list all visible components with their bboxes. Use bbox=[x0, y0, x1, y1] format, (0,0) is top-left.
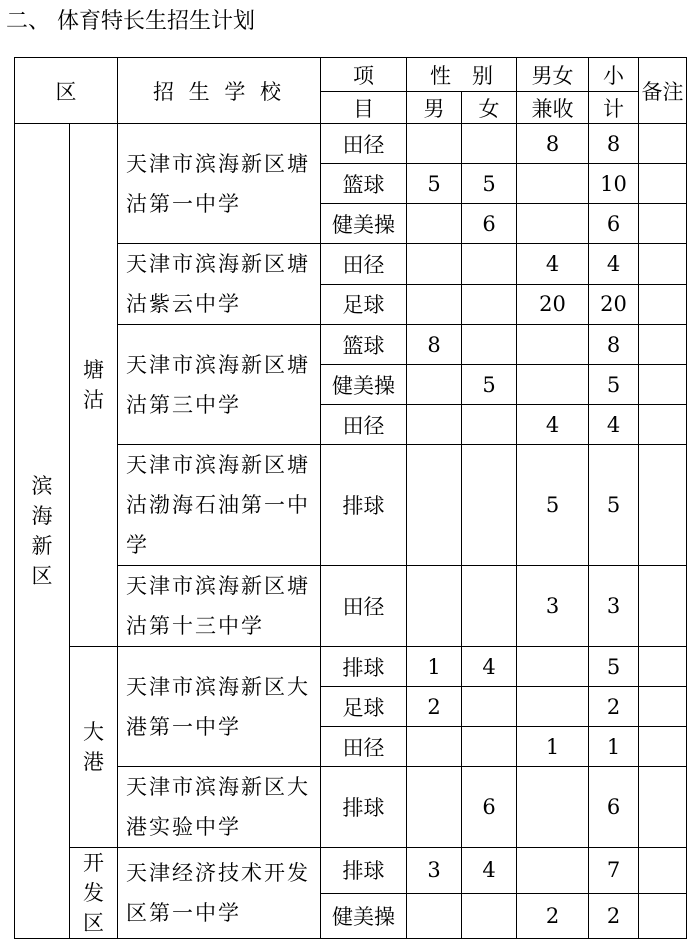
mixed-count bbox=[517, 164, 589, 204]
remarks-cell bbox=[639, 647, 687, 687]
school-name: 天津市滨海新区塘沽第十三中学 bbox=[118, 566, 321, 647]
mixed-count bbox=[517, 687, 589, 727]
remarks-cell bbox=[639, 365, 687, 405]
header-female: 女 bbox=[462, 92, 517, 124]
project-cell: 田径 bbox=[321, 124, 407, 164]
header-mixed-bottom: 兼收 bbox=[517, 92, 589, 124]
school-name: 天津市滨海新区塘沽第一中学 bbox=[118, 124, 321, 244]
remarks-cell bbox=[639, 405, 687, 445]
male-count bbox=[407, 365, 462, 405]
remarks-cell bbox=[639, 687, 687, 727]
male-count bbox=[407, 767, 462, 848]
subdistrict-cell bbox=[70, 124, 118, 647]
table-row bbox=[15, 848, 687, 894]
female-count: 5 bbox=[462, 365, 517, 405]
project-cell: 田径 bbox=[321, 566, 407, 647]
subtotal-count: 5 bbox=[589, 445, 639, 566]
header-project-bottom: 目 bbox=[321, 92, 407, 124]
remarks-cell bbox=[639, 848, 687, 894]
header-gender: 性 别 bbox=[407, 58, 517, 92]
header-project-top: 项 bbox=[321, 58, 407, 92]
female-count bbox=[462, 893, 517, 939]
header-male: 男 bbox=[407, 92, 462, 124]
school-name: 天津市滨海新区塘沽紫云中学 bbox=[118, 244, 321, 325]
subtotal-count: 8 bbox=[589, 124, 639, 164]
remarks-cell bbox=[639, 204, 687, 244]
mixed-count bbox=[517, 848, 589, 894]
section-heading: 二、 体育特长生招生计划 bbox=[6, 9, 255, 34]
mixed-count bbox=[517, 647, 589, 687]
subtotal-count: 2 bbox=[589, 893, 639, 939]
subdistrict-cell bbox=[70, 647, 118, 848]
project-cell: 田径 bbox=[321, 405, 407, 445]
project-cell: 排球 bbox=[321, 848, 407, 894]
school-name: 天津市滨海新区大港第一中学 bbox=[118, 647, 321, 767]
remarks-cell bbox=[639, 445, 687, 566]
female-count bbox=[462, 566, 517, 647]
mixed-count: 4 bbox=[517, 244, 589, 285]
male-count bbox=[407, 566, 462, 647]
male-count: 5 bbox=[407, 164, 462, 204]
subtotal-count: 2 bbox=[589, 687, 639, 727]
remarks-cell bbox=[639, 284, 687, 325]
school-name: 天津市滨海新区塘沽渤海石油第一中学 bbox=[118, 445, 321, 566]
male-count bbox=[407, 284, 462, 325]
table-row bbox=[15, 124, 687, 164]
female-count bbox=[462, 687, 517, 727]
remarks-cell bbox=[639, 325, 687, 365]
remarks-cell bbox=[639, 893, 687, 939]
project-cell: 健美操 bbox=[321, 204, 407, 244]
female-count bbox=[462, 284, 517, 325]
project-cell: 田径 bbox=[321, 244, 407, 285]
school-name: 天津市滨海新区塘沽第三中学 bbox=[118, 325, 321, 445]
project-cell: 足球 bbox=[321, 284, 407, 325]
district-name: 滨海新区 bbox=[31, 474, 53, 588]
female-count bbox=[462, 445, 517, 566]
subdistrict-cell bbox=[70, 848, 118, 939]
mixed-count bbox=[517, 204, 589, 244]
male-count bbox=[407, 445, 462, 566]
school-name: 天津市滨海新区大港实验中学 bbox=[118, 767, 321, 848]
mixed-count: 5 bbox=[517, 445, 589, 566]
female-count bbox=[462, 325, 517, 365]
subdistrict-name: 大港 bbox=[83, 720, 104, 774]
header-row bbox=[15, 58, 687, 92]
subdistrict-name: 塘沽 bbox=[83, 358, 104, 412]
project-cell: 健美操 bbox=[321, 365, 407, 405]
header-remarks: 备注 bbox=[639, 58, 687, 124]
subtotal-count: 6 bbox=[589, 767, 639, 848]
mixed-count: 3 bbox=[517, 566, 589, 647]
enrollment-plan-table bbox=[14, 57, 687, 939]
school-name: 天津经济技术开发区第一中学 bbox=[118, 848, 321, 939]
subtotal-count: 20 bbox=[589, 284, 639, 325]
remarks-cell bbox=[639, 164, 687, 204]
mixed-count: 1 bbox=[517, 727, 589, 767]
project-cell: 足球 bbox=[321, 687, 407, 727]
table-body bbox=[15, 58, 687, 939]
mixed-count bbox=[517, 325, 589, 365]
male-count: 8 bbox=[407, 325, 462, 365]
female-count bbox=[462, 244, 517, 285]
project-cell: 健美操 bbox=[321, 893, 407, 939]
male-count bbox=[407, 124, 462, 164]
project-cell: 篮球 bbox=[321, 325, 407, 365]
female-count: 6 bbox=[462, 204, 517, 244]
header-subtotal-bottom: 计 bbox=[589, 92, 639, 124]
male-count bbox=[407, 204, 462, 244]
male-count bbox=[407, 244, 462, 285]
subtotal-count: 7 bbox=[589, 848, 639, 894]
mixed-count: 4 bbox=[517, 405, 589, 445]
subtotal-count: 8 bbox=[589, 325, 639, 365]
remarks-cell bbox=[639, 767, 687, 848]
project-cell: 篮球 bbox=[321, 164, 407, 204]
male-count: 2 bbox=[407, 687, 462, 727]
female-count bbox=[462, 405, 517, 445]
male-count: 3 bbox=[407, 848, 462, 894]
header-subtotal-top: 小 bbox=[589, 58, 639, 92]
female-count: 6 bbox=[462, 767, 517, 848]
remarks-cell bbox=[639, 124, 687, 164]
district-cell bbox=[15, 124, 70, 939]
female-count: 4 bbox=[462, 647, 517, 687]
subtotal-count: 6 bbox=[589, 204, 639, 244]
subtotal-count: 4 bbox=[589, 244, 639, 285]
female-count: 5 bbox=[462, 164, 517, 204]
mixed-count: 2 bbox=[517, 893, 589, 939]
male-count: 1 bbox=[407, 647, 462, 687]
project-cell: 排球 bbox=[321, 767, 407, 848]
mixed-count bbox=[517, 365, 589, 405]
remarks-cell bbox=[639, 244, 687, 285]
header-district: 区 bbox=[15, 58, 118, 124]
female-count bbox=[462, 727, 517, 767]
subtotal-count: 4 bbox=[589, 405, 639, 445]
male-count bbox=[407, 405, 462, 445]
female-count bbox=[462, 124, 517, 164]
remarks-cell bbox=[639, 566, 687, 647]
header-mixed-top: 男女 bbox=[517, 58, 589, 92]
mixed-count bbox=[517, 767, 589, 848]
project-cell: 排球 bbox=[321, 445, 407, 566]
header-school: 招 生 学 校 bbox=[118, 58, 321, 124]
subtotal-count: 3 bbox=[589, 566, 639, 647]
project-cell: 排球 bbox=[321, 647, 407, 687]
table-row bbox=[15, 647, 687, 687]
remarks-cell bbox=[639, 727, 687, 767]
male-count bbox=[407, 893, 462, 939]
male-count bbox=[407, 727, 462, 767]
subtotal-count: 10 bbox=[589, 164, 639, 204]
mixed-count: 8 bbox=[517, 124, 589, 164]
subdistrict-name: 开发区 bbox=[83, 851, 104, 935]
project-cell: 田径 bbox=[321, 727, 407, 767]
subtotal-count: 5 bbox=[589, 647, 639, 687]
subtotal-count: 1 bbox=[589, 727, 639, 767]
female-count: 4 bbox=[462, 848, 517, 894]
mixed-count: 20 bbox=[517, 284, 589, 325]
subtotal-count: 5 bbox=[589, 365, 639, 405]
